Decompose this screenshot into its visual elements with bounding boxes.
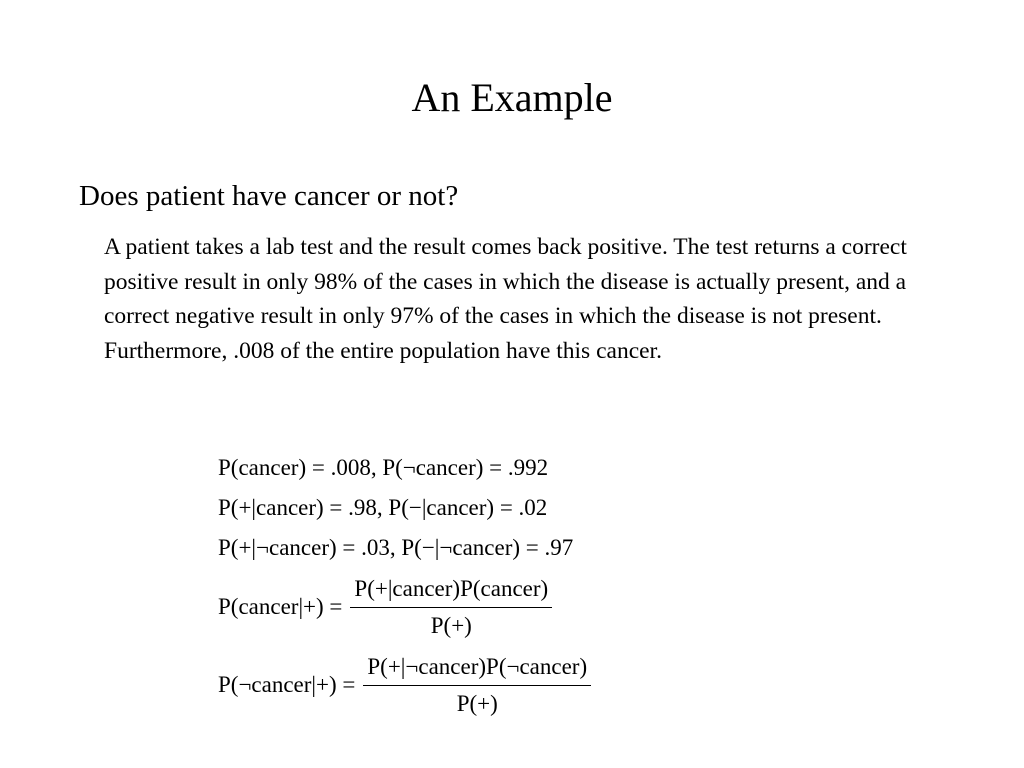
bayes-no-cancer-lhs: P(¬cancer|+) = <box>218 672 356 697</box>
formula-likelihood-cancer: P(+|cancer) = .98, P(−|cancer) = .02 <box>218 495 548 520</box>
formula-likelihood-no-cancer: P(+|¬cancer) = .03, P(−|¬cancer) = .97 <box>218 535 574 560</box>
bayes-cancer-fraction <box>350 575 552 640</box>
bayes-no-cancer-fraction <box>363 653 591 718</box>
slide-title: An Example <box>411 75 613 120</box>
bullet-heading: Does patient have cancer or not? <box>79 180 459 212</box>
bayes-cancer-denominator: P(+) <box>430 612 472 638</box>
bayes-cancer-lhs: P(cancer|+) = <box>218 594 343 619</box>
problem-description: A patient takes a lab test and the result comes back positive. The test returns a correct positive result in only 98% of the cases in which the disease is actually present, and a correct negative result in only 97% of the cases in which the disease is not present. Furthermore, .008 of the entire population have this cancer. <box>104 234 907 364</box>
formula-prior: P(cancer) = .008, P(¬cancer) = .992 <box>218 455 549 480</box>
formula-bayes-no-cancer <box>218 646 591 724</box>
bayes-cancer-numerator: P(+|cancer)P(cancer) <box>350 575 552 608</box>
formula-block <box>218 448 591 724</box>
formula-bayes-cancer <box>218 568 591 646</box>
bayes-no-cancer-numerator: P(+|¬cancer)P(¬cancer) <box>363 653 591 686</box>
bayes-no-cancer-denominator: P(+) <box>456 690 498 716</box>
